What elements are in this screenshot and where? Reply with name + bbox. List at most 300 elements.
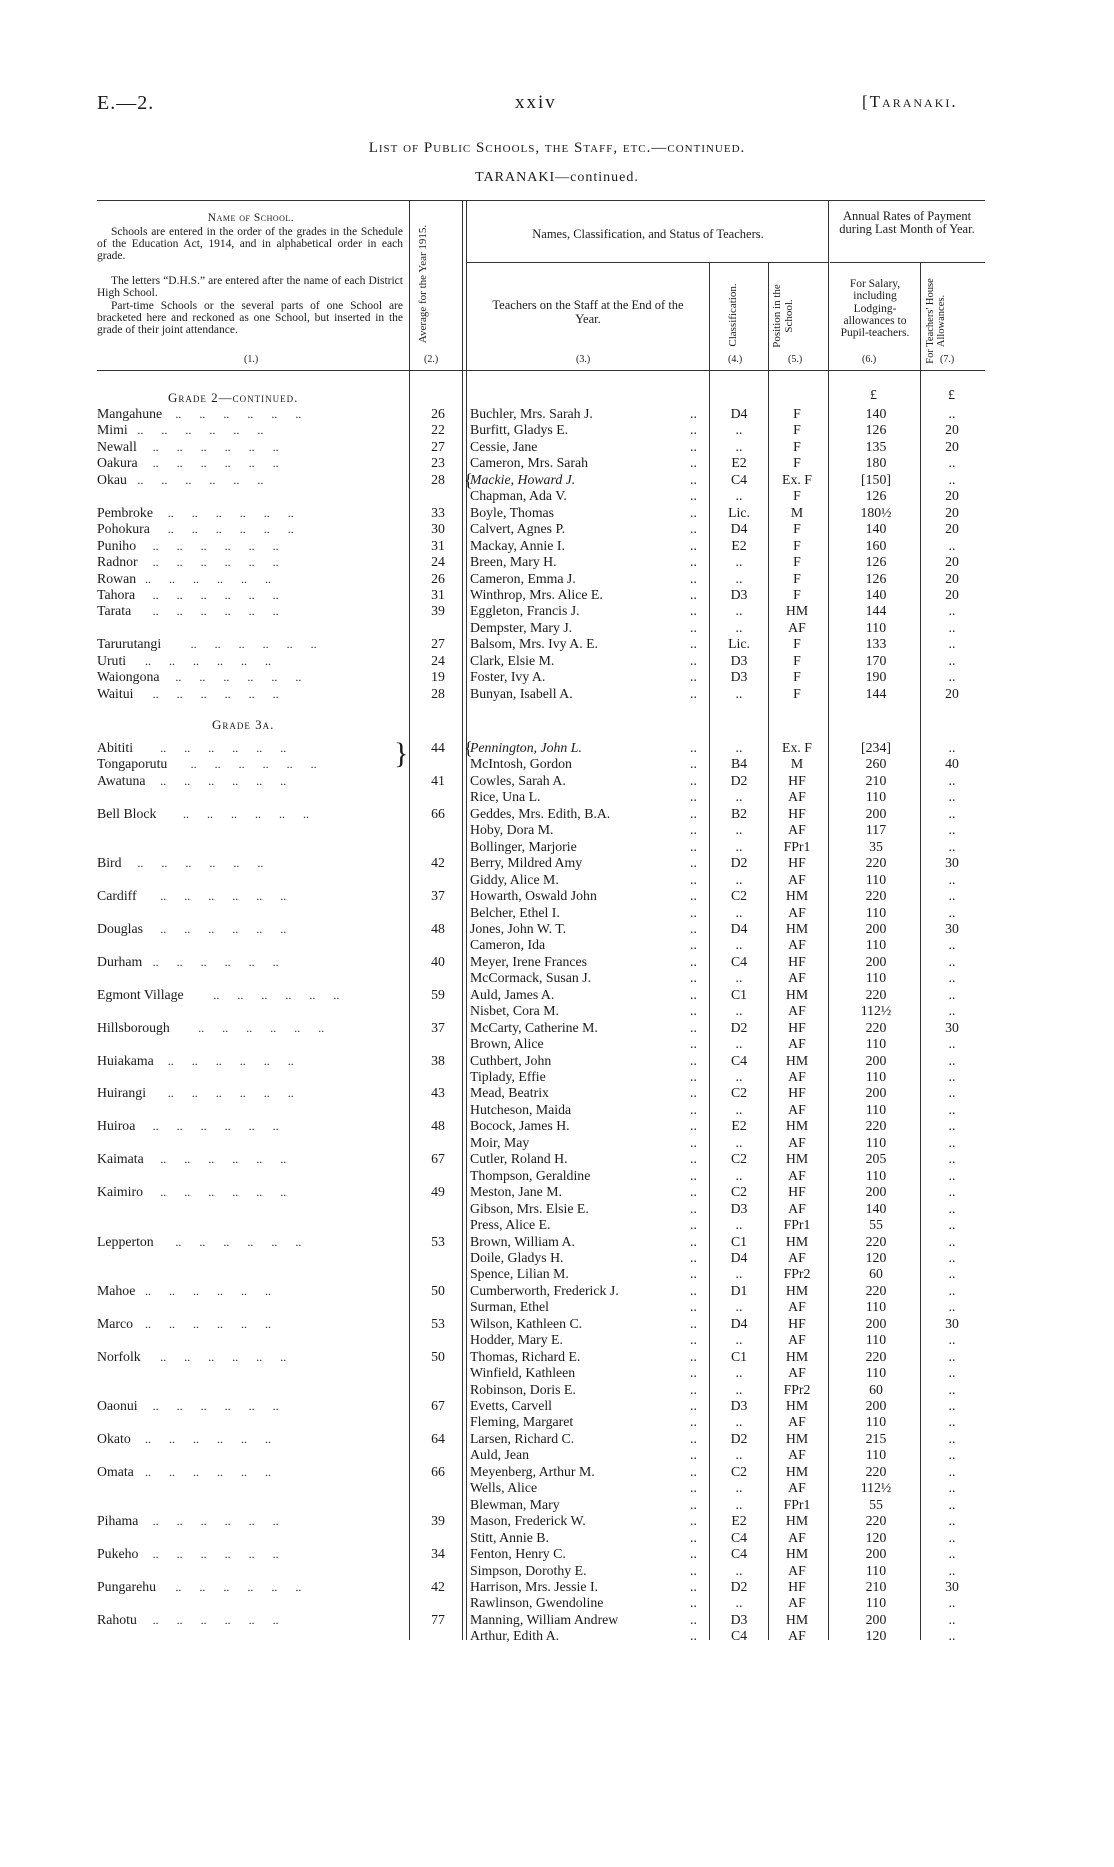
teacher-name: Hoby, Dora M. bbox=[470, 822, 554, 838]
salary: 220 bbox=[865, 1019, 887, 1035]
position: HM bbox=[785, 1546, 809, 1562]
salary: 120 bbox=[865, 1628, 887, 1644]
school-name: Waitui bbox=[97, 685, 134, 701]
position: F bbox=[793, 652, 801, 668]
school-name: Hillsborough bbox=[97, 1019, 170, 1035]
table-row bbox=[0, 653, 1114, 669]
col7-heading: For Teachers' House Allowances. bbox=[925, 278, 947, 364]
dot-leader: .. bbox=[690, 756, 697, 772]
teacher-name: Wilson, Kathleen C. bbox=[470, 1315, 583, 1331]
dot-leader: .. bbox=[690, 855, 697, 871]
dot-leader: .. bbox=[690, 953, 697, 969]
average-attendance: 53 bbox=[431, 1315, 445, 1331]
salary: 126 bbox=[865, 570, 887, 586]
salary: 110 bbox=[865, 1332, 887, 1348]
position: F bbox=[793, 406, 801, 421]
teacher-name: Jones, John W. T. bbox=[470, 920, 567, 936]
salary: 110 bbox=[865, 1167, 887, 1183]
house-allowance: .. bbox=[948, 1595, 956, 1611]
dot-leader: .. bbox=[690, 1019, 697, 1035]
salary: 120 bbox=[865, 1529, 887, 1545]
salary: 35 bbox=[869, 838, 883, 854]
classification: .. bbox=[735, 1134, 743, 1150]
dot-leader: .. bbox=[690, 652, 697, 668]
teacher-name: Winthrop, Mrs. Alice E. bbox=[470, 586, 603, 602]
table-row bbox=[0, 921, 1114, 937]
teacher-name: Thomas, Richard E. bbox=[470, 1348, 581, 1364]
dot-leader: .. bbox=[690, 1036, 697, 1052]
table-row bbox=[0, 521, 1114, 537]
dot-leader: .. bbox=[690, 406, 697, 421]
teacher-name: Mackie, Howard J. bbox=[470, 471, 576, 487]
position: HM bbox=[785, 1398, 809, 1413]
dot-leader: .. bbox=[690, 570, 697, 586]
classification: C4 bbox=[730, 1628, 748, 1644]
salary: 220 bbox=[865, 1118, 887, 1134]
dot-leader: .. bbox=[690, 1414, 697, 1430]
table-row bbox=[0, 554, 1114, 570]
school-name: Uruti bbox=[97, 652, 127, 668]
house-allowance: .. bbox=[948, 1611, 956, 1627]
house-allowance: .. bbox=[948, 805, 956, 821]
page-number: xxiv bbox=[515, 92, 557, 113]
teacher-name: Manning, William Andrew bbox=[470, 1611, 619, 1627]
house-allowance: .. bbox=[948, 1003, 956, 1019]
table-row bbox=[0, 1612, 1114, 1628]
average-attendance: 19 bbox=[431, 669, 445, 685]
dot-leader: .. bbox=[690, 789, 697, 805]
house-allowance: .. bbox=[948, 603, 956, 619]
table-row bbox=[0, 905, 1114, 921]
table-row bbox=[0, 1431, 1114, 1447]
teacher-name: Belcher, Ethel I. bbox=[470, 904, 560, 920]
teacher-name: McCormack, Susan J. bbox=[470, 970, 592, 986]
col1-note-3: Part-time Schools or the several parts of one School are bracketed here and reckoned as one School, but inserted in the grade of their joint attendance. bbox=[97, 300, 403, 337]
dot-leader: .. bbox=[690, 1430, 697, 1446]
teacher-name: Doile, Gladys H. bbox=[470, 1249, 564, 1265]
classification: D3 bbox=[730, 1611, 748, 1627]
table-row bbox=[0, 1563, 1114, 1579]
school-name: Radnor bbox=[97, 554, 138, 570]
col2-heading: Average for the Year 1915. bbox=[417, 224, 429, 344]
school-name: Rowan bbox=[97, 570, 137, 586]
house-allowance: .. bbox=[948, 740, 956, 755]
table-row bbox=[0, 1398, 1114, 1414]
average-attendance: 31 bbox=[431, 586, 445, 602]
position: AF bbox=[788, 1167, 806, 1183]
dot-leader: .. bbox=[690, 904, 697, 920]
classification: D4 bbox=[730, 406, 748, 421]
classification: .. bbox=[735, 422, 743, 438]
average-attendance: 24 bbox=[431, 652, 445, 668]
dot-leader: .. bbox=[690, 603, 697, 619]
table-row bbox=[0, 469, 1114, 490]
classification: D2 bbox=[730, 1430, 748, 1446]
average-attendance: 66 bbox=[431, 805, 445, 821]
table-row bbox=[0, 406, 1114, 422]
table-row bbox=[0, 1266, 1114, 1282]
dot-leader: .. .. .. .. .. .. bbox=[160, 921, 287, 936]
dot-leader: .. .. .. .. .. .. bbox=[167, 505, 294, 520]
average-attendance: 64 bbox=[431, 1430, 445, 1446]
average-attendance: 50 bbox=[431, 1282, 445, 1298]
house-allowance: 20 bbox=[945, 521, 959, 537]
house-allowance: 20 bbox=[945, 685, 959, 701]
house-allowance: .. bbox=[948, 1036, 956, 1052]
dot-leader: .. bbox=[690, 1052, 697, 1068]
salary: 110 bbox=[865, 1101, 887, 1117]
average-attendance: 28 bbox=[431, 471, 445, 487]
dot-leader: .. .. .. .. .. .. bbox=[145, 571, 271, 586]
classification: C2 bbox=[730, 1184, 748, 1200]
classification: D3 bbox=[730, 669, 748, 685]
dot-leader: .. .. .. .. .. .. bbox=[152, 686, 279, 701]
house-allowance: 30 bbox=[945, 1019, 959, 1035]
position: HF bbox=[788, 1315, 806, 1331]
col1-note-1: Schools are entered in the order of the grades in the Schedule of the Education Act, 1914, and in alphabetical order in each grade. bbox=[97, 226, 403, 263]
classification: E2 bbox=[731, 455, 747, 471]
dot-leader: .. .. .. .. .. .. bbox=[213, 987, 340, 1002]
classification: B2 bbox=[730, 805, 748, 821]
salary: 200 bbox=[865, 805, 887, 821]
teacher-name: Berry, Mildred Amy bbox=[470, 855, 583, 871]
classification: .. bbox=[735, 1332, 743, 1348]
col4-heading: Classification. bbox=[727, 283, 739, 347]
classification: .. bbox=[735, 937, 743, 953]
salary: 144 bbox=[865, 685, 887, 701]
house-allowance: .. bbox=[948, 937, 956, 953]
average-attendance: 30 bbox=[431, 521, 445, 537]
average-attendance: 27 bbox=[431, 438, 445, 454]
house-allowance: .. bbox=[948, 789, 956, 805]
house-allowance: .. bbox=[948, 1430, 956, 1446]
salary: 220 bbox=[865, 986, 887, 1002]
teacher-name: Nisbet, Cora M. bbox=[470, 1003, 559, 1019]
classification: D2 bbox=[730, 772, 748, 788]
classification: B4 bbox=[730, 756, 748, 772]
table-row bbox=[0, 773, 1114, 789]
dot-leader: .. bbox=[690, 1101, 697, 1117]
salary: 110 bbox=[865, 619, 887, 635]
classification: .. bbox=[735, 822, 743, 838]
house-allowance: .. bbox=[948, 669, 956, 685]
position: Ex. F bbox=[782, 471, 812, 487]
salary: 144 bbox=[865, 603, 887, 619]
position: HM bbox=[785, 1151, 809, 1167]
col-num-7: (7.) bbox=[940, 354, 955, 365]
table-row bbox=[0, 1382, 1114, 1398]
table-row bbox=[0, 636, 1114, 652]
position: HF bbox=[788, 1184, 806, 1200]
position: F bbox=[793, 455, 801, 471]
bracket-mark: { bbox=[464, 469, 473, 490]
house-allowance: .. bbox=[948, 1513, 956, 1529]
dot-leader: .. bbox=[690, 586, 697, 602]
classification: .. bbox=[735, 1480, 743, 1496]
house-allowance: .. bbox=[948, 1299, 956, 1315]
salary: 112½ bbox=[860, 1003, 892, 1019]
house-allowance: .. bbox=[948, 1496, 956, 1512]
school-bracket: } bbox=[394, 737, 409, 770]
salary: 205 bbox=[865, 1151, 887, 1167]
dot-leader: .. bbox=[690, 805, 697, 821]
classification: .. bbox=[735, 1562, 743, 1578]
position: HM bbox=[785, 920, 809, 936]
table-row bbox=[0, 1447, 1114, 1463]
classification: .. bbox=[735, 1365, 743, 1381]
house-allowance: .. bbox=[948, 1628, 956, 1644]
school-name: Tahora bbox=[97, 586, 136, 602]
position: F bbox=[793, 521, 801, 537]
house-allowance: .. bbox=[948, 1529, 956, 1545]
school-name: Bird bbox=[97, 855, 122, 871]
dot-leader: .. bbox=[690, 1315, 697, 1331]
house-allowance: .. bbox=[948, 406, 956, 421]
house-allowance: 40 bbox=[945, 756, 959, 772]
position: FPr1 bbox=[783, 1217, 811, 1233]
salary: 210 bbox=[865, 772, 887, 788]
classification: .. bbox=[735, 1447, 743, 1463]
salary: 220 bbox=[865, 1348, 887, 1364]
position: AF bbox=[788, 789, 806, 805]
teacher-name: Robinson, Doris E. bbox=[470, 1381, 576, 1397]
dot-leader: .. bbox=[690, 1381, 697, 1397]
average-attendance: 53 bbox=[431, 1233, 445, 1249]
table-row bbox=[0, 1628, 1114, 1644]
teacher-name: Cameron, Ida bbox=[470, 937, 546, 953]
house-allowance: .. bbox=[948, 1562, 956, 1578]
house-allowance: .. bbox=[948, 822, 956, 838]
teacher-name: Eggleton, Francis J. bbox=[470, 603, 580, 619]
table-row bbox=[0, 1036, 1114, 1052]
classification: C2 bbox=[730, 888, 748, 904]
classification: C4 bbox=[730, 1529, 748, 1545]
position: HM bbox=[785, 1430, 809, 1446]
dot-leader: .. bbox=[690, 1595, 697, 1611]
salary: 200 bbox=[865, 1546, 887, 1562]
position: AF bbox=[788, 822, 806, 838]
average-attendance: 39 bbox=[431, 603, 445, 619]
salary: 260 bbox=[865, 756, 887, 772]
house-allowance: 20 bbox=[945, 438, 959, 454]
school-name: Rahotu bbox=[97, 1611, 137, 1627]
position: HF bbox=[788, 953, 806, 969]
salary: 200 bbox=[865, 1085, 887, 1101]
average-attendance: 39 bbox=[431, 1513, 445, 1529]
house-allowance: .. bbox=[948, 1233, 956, 1249]
house-allowance: .. bbox=[948, 1463, 956, 1479]
classification: C4 bbox=[730, 1052, 748, 1068]
salary: 210 bbox=[865, 1578, 887, 1594]
house-allowance: .. bbox=[948, 871, 956, 887]
table-row bbox=[0, 789, 1114, 805]
classification: D3 bbox=[730, 652, 748, 668]
teacher-name: Bollinger, Marjorie bbox=[470, 838, 577, 854]
dot-leader: .. .. .. .. .. .. bbox=[137, 856, 264, 871]
salary: 170 bbox=[865, 652, 887, 668]
table-row bbox=[0, 740, 1114, 756]
classification: .. bbox=[735, 1003, 743, 1019]
teacher-name: Surman, Ethel bbox=[470, 1299, 549, 1315]
average-attendance: 48 bbox=[431, 1118, 445, 1134]
position: AF bbox=[788, 1562, 806, 1578]
table-row bbox=[0, 1003, 1114, 1019]
average-attendance: 37 bbox=[431, 888, 445, 904]
col1-note-2: The letters “D.H.S.” are entered after the name of each District High School. bbox=[97, 275, 403, 300]
school-name: Huirangi bbox=[97, 1085, 147, 1101]
classification: Lic. bbox=[728, 504, 750, 520]
dot-leader: .. .. .. .. .. .. bbox=[167, 1053, 294, 1068]
dot-leader: .. .. .. .. .. .. bbox=[175, 1579, 302, 1594]
position: AF bbox=[788, 1249, 806, 1265]
house-allowance: 20 bbox=[945, 488, 959, 504]
classification: .. bbox=[735, 1381, 743, 1397]
dot-leader: .. .. .. .. .. .. bbox=[175, 1234, 302, 1249]
classification: .. bbox=[735, 570, 743, 586]
classification: .. bbox=[735, 1167, 743, 1183]
salary: 55 bbox=[869, 1496, 883, 1512]
table-row bbox=[0, 1020, 1114, 1036]
classification: D4 bbox=[730, 521, 748, 537]
position: HM bbox=[785, 1118, 809, 1134]
table-row bbox=[0, 422, 1114, 438]
classification: .. bbox=[735, 685, 743, 701]
position: AF bbox=[788, 1332, 806, 1348]
table-row bbox=[0, 1316, 1114, 1332]
house-allowance: 20 bbox=[945, 586, 959, 602]
salary: 220 bbox=[865, 855, 887, 871]
dot-leader: .. .. .. .. .. .. bbox=[145, 1283, 271, 1298]
salary: 140 bbox=[865, 586, 887, 602]
school-name: Tarurutangi bbox=[97, 636, 162, 652]
salary: 110 bbox=[865, 937, 887, 953]
position: AF bbox=[788, 1003, 806, 1019]
teacher-name: Foster, Ivy A. bbox=[470, 669, 546, 685]
table-row bbox=[0, 872, 1114, 888]
dot-leader: .. bbox=[690, 1134, 697, 1150]
dot-leader: .. bbox=[690, 1217, 697, 1233]
table-row bbox=[0, 603, 1114, 619]
dot-leader: .. bbox=[690, 986, 697, 1002]
dot-leader: .. bbox=[690, 888, 697, 904]
teacher-name: Breen, Mary H. bbox=[470, 554, 557, 570]
classification: C2 bbox=[730, 1151, 748, 1167]
dot-leader: .. bbox=[690, 619, 697, 635]
classification: .. bbox=[735, 1595, 743, 1611]
teacher-name: Bocock, James H. bbox=[470, 1118, 570, 1134]
position: AF bbox=[788, 1200, 806, 1216]
classification: .. bbox=[735, 488, 743, 504]
salary: 110 bbox=[865, 1134, 887, 1150]
school-name: Pembroke bbox=[97, 504, 153, 520]
position: F bbox=[793, 669, 801, 685]
school-name: Newall bbox=[97, 438, 137, 454]
salary: 220 bbox=[865, 1463, 887, 1479]
dot-leader: .. bbox=[690, 1332, 697, 1348]
table-row bbox=[0, 1085, 1114, 1101]
col6-heading: For Salary, including Lodging-allowances to Pupil-teachers. bbox=[840, 278, 910, 340]
col3-group-heading: Names, Classification, and Status of Teachers. bbox=[532, 227, 764, 241]
house-allowance: .. bbox=[948, 838, 956, 854]
teacher-name: Meyenberg, Arthur M. bbox=[470, 1463, 595, 1479]
dot-leader: .. bbox=[690, 1167, 697, 1183]
teacher-name: Auld, Jean bbox=[470, 1447, 530, 1463]
table-row bbox=[0, 1595, 1114, 1611]
school-name: Mimi bbox=[97, 422, 128, 438]
school-name: Lepperton bbox=[97, 1233, 154, 1249]
position: F bbox=[793, 685, 801, 701]
dot-leader: .. bbox=[690, 1447, 697, 1463]
school-name: Omata bbox=[97, 1463, 134, 1479]
teacher-name: Burfitt, Gladys E. bbox=[470, 422, 569, 438]
teacher-name: McIntosh, Gordon bbox=[470, 756, 572, 772]
house-allowance: .. bbox=[948, 636, 956, 652]
classification: D3 bbox=[730, 1200, 748, 1216]
dot-leader: .. .. .. .. .. .. bbox=[152, 555, 279, 570]
table-row bbox=[0, 1349, 1114, 1365]
teacher-name: Cowles, Sarah A. bbox=[470, 772, 566, 788]
table-row bbox=[0, 1530, 1114, 1546]
position: AF bbox=[788, 1529, 806, 1545]
salary: 110 bbox=[865, 871, 887, 887]
school-name: Mahoe bbox=[97, 1282, 136, 1298]
table-row bbox=[0, 1283, 1114, 1299]
teacher-name: Tiplady, Effie bbox=[470, 1069, 546, 1084]
house-allowance: .. bbox=[948, 904, 956, 920]
average-attendance: 24 bbox=[431, 554, 445, 570]
position: F bbox=[793, 636, 801, 652]
house-allowance: .. bbox=[948, 953, 956, 969]
table-row bbox=[0, 1464, 1114, 1480]
classification: .. bbox=[735, 904, 743, 920]
school-name: Kaimiro bbox=[97, 1184, 143, 1200]
teacher-name: Fleming, Margaret bbox=[470, 1414, 574, 1430]
average-attendance: 40 bbox=[431, 953, 445, 969]
salary: 110 bbox=[865, 1414, 887, 1430]
dot-leader: .. .. .. .. .. .. bbox=[152, 1612, 279, 1627]
house-allowance: .. bbox=[948, 986, 956, 1002]
teacher-name: Blewman, Mary bbox=[470, 1496, 560, 1512]
dot-leader: .. .. .. .. .. .. bbox=[160, 1349, 287, 1364]
grade-heading: Grade 3a. bbox=[212, 717, 275, 732]
dot-leader: .. .. .. .. .. .. bbox=[198, 1020, 325, 1035]
teacher-name: Hutcheson, Maida bbox=[470, 1101, 572, 1117]
classification: .. bbox=[735, 970, 743, 986]
table-row bbox=[0, 1497, 1114, 1513]
teacher-name: Evetts, Carvell bbox=[470, 1398, 552, 1413]
dot-leader: .. .. .. .. .. .. bbox=[160, 1185, 287, 1200]
average-attendance: 59 bbox=[431, 986, 445, 1002]
school-name: Tongaporutu bbox=[97, 756, 168, 772]
house-allowance: .. bbox=[948, 1134, 956, 1150]
house-allowance: .. bbox=[948, 1348, 956, 1364]
col5-heading: Position in the School. bbox=[771, 284, 795, 348]
house-allowance: .. bbox=[948, 455, 956, 471]
table-row bbox=[0, 1234, 1114, 1250]
dot-leader: .. .. .. .. .. .. bbox=[145, 653, 271, 668]
dot-leader: .. .. .. .. .. .. bbox=[137, 423, 264, 438]
classification: E2 bbox=[731, 537, 747, 553]
dot-leader: .. bbox=[690, 1249, 697, 1265]
school-name: Bell Block bbox=[97, 805, 157, 821]
house-allowance: .. bbox=[948, 970, 956, 986]
position: AF bbox=[788, 1414, 806, 1430]
average-attendance: 41 bbox=[431, 772, 445, 788]
dot-leader: .. .. .. .. .. .. bbox=[190, 757, 317, 772]
house-allowance: 30 bbox=[945, 855, 959, 871]
header-bottom-rule bbox=[97, 370, 985, 371]
salary: 110 bbox=[865, 1365, 887, 1381]
